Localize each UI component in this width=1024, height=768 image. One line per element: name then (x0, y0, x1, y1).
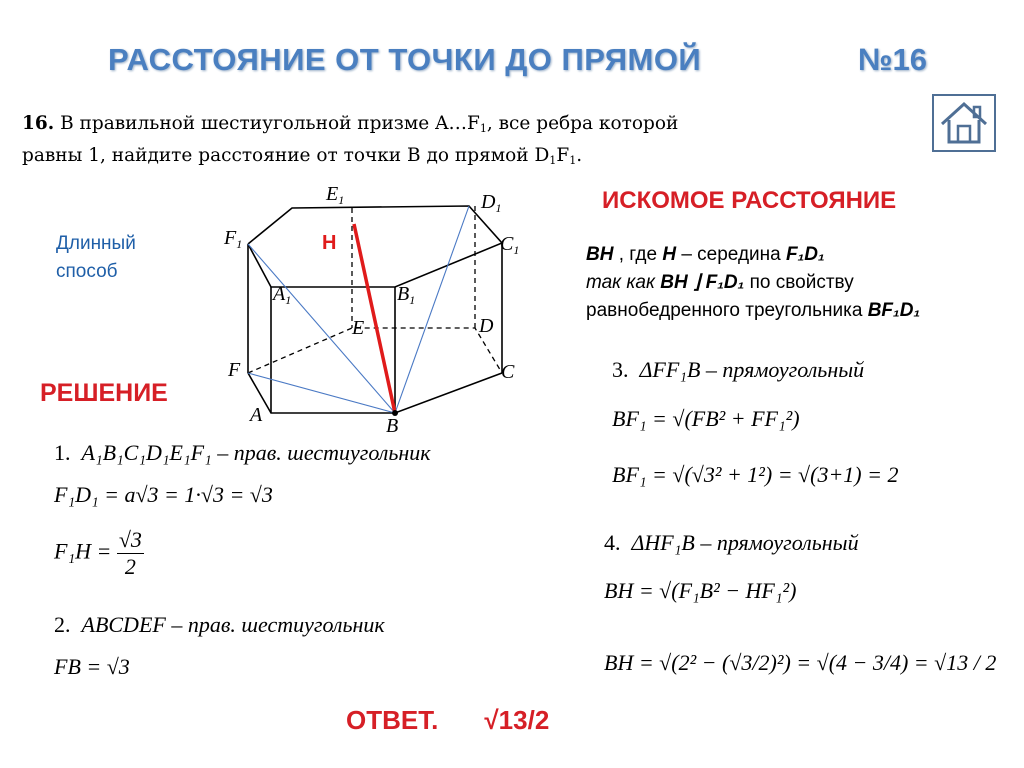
problem-line2-sub2: 1 (569, 154, 577, 167)
expl-perp: BH ⌋ F₁D₁ (660, 272, 745, 293)
label-c1: $C_1$ (500, 233, 520, 257)
label-a: A (250, 404, 263, 426)
expl-triangle: равнобедренного треугольника (586, 300, 868, 321)
label-e1: $E_1$ (326, 183, 345, 207)
label-d: D (479, 315, 494, 337)
home-button[interactable] (932, 94, 996, 152)
solution-heading: РЕШЕНИЕ (40, 379, 168, 407)
step4-formula1: BH = √(F₁B² − HF₁²) (604, 578, 797, 603)
label-e: E (352, 317, 365, 339)
step4-formula2: BH = √(2² − (√3/2)²) = √(4 − 3/4) = √13 / 2 (604, 650, 997, 675)
step3-formula1: BF₁ = √(FB² + FF₁²) (612, 406, 800, 431)
step4-text: 4. ΔHF₁B – прямоугольный (604, 530, 859, 555)
blue-line-fb (248, 373, 395, 413)
label-a1: $A_1$ (273, 283, 292, 307)
problem-line1: В правильной шестиугольной призме A…F (60, 113, 480, 134)
top-hexagon (248, 206, 502, 287)
step3-formula2: BF₁ = √(√3² + 1²) = √(3+1) = 2 (612, 462, 899, 487)
problem-line2-end: . (576, 145, 583, 166)
answer (346, 705, 549, 736)
expl-h: H (662, 244, 677, 265)
label-d1: $D_1$ (481, 191, 502, 215)
expl-f1d1: F₁D₁ (786, 244, 825, 265)
expl-bh: BH (586, 244, 614, 265)
label-b: B (386, 415, 399, 433)
expl-where: , где (613, 244, 663, 265)
method-label: Длинный способ (56, 233, 136, 282)
answer-label: ОТВЕТ. (346, 705, 439, 735)
blue-line-f1b (248, 244, 395, 413)
sought-heading: ИСКОМОЕ РАССТОЯНИЕ (602, 187, 897, 214)
bottom-hidden-edges (248, 328, 502, 373)
step1-text: 1. A₁B₁C₁D₁E₁F₁ – прав. шестиугольник (54, 440, 431, 465)
answer-value: √13/2 (484, 705, 550, 735)
expl-since: так как (586, 272, 661, 293)
explanation (586, 241, 1016, 325)
label-f1: $F_1$ (224, 227, 243, 251)
expl-property: по свойству (744, 272, 854, 293)
label-c: C (501, 361, 515, 383)
expl-midpoint: – середина (676, 244, 786, 265)
step1-formula1: F₁D₁ = a√3 = 1·√3 = √3 (54, 482, 273, 507)
label-b1: $B_1$ (397, 283, 416, 307)
label-h: H (322, 232, 337, 254)
expl-bf1d1: BF₁D₁ (867, 300, 921, 321)
problem-line2-mid: F (556, 145, 570, 166)
step2-formula: FB = √3 (54, 654, 130, 679)
blue-line-d1b (395, 206, 469, 413)
home-icon (934, 96, 994, 150)
problem-line1-sub: 1 (479, 122, 487, 135)
step2-text: 2. ABCDEF – прав. шестиугольник (54, 612, 385, 637)
step1-formula2: F₁H = $\frac{√3}{2}$ (54, 527, 142, 579)
prism-figure (220, 178, 530, 433)
problem-line2-sub1: 1 (549, 154, 557, 167)
problem-line2: равны 1, найдите расстояние от точки B до прямой D (22, 145, 550, 166)
problem-number: №16 (858, 42, 928, 77)
page-title: РАССТОЯНИЕ ОТ ТОЧКИ ДО ПРЯМОЙ (108, 42, 702, 77)
label-f: F (228, 359, 241, 381)
problem-num: 16. (22, 113, 55, 134)
step3-text: 3. ΔFF₁B – прямоугольный (612, 357, 865, 382)
problem-line1-end: , все ребра которой (486, 113, 679, 134)
problem-statement (22, 110, 742, 174)
